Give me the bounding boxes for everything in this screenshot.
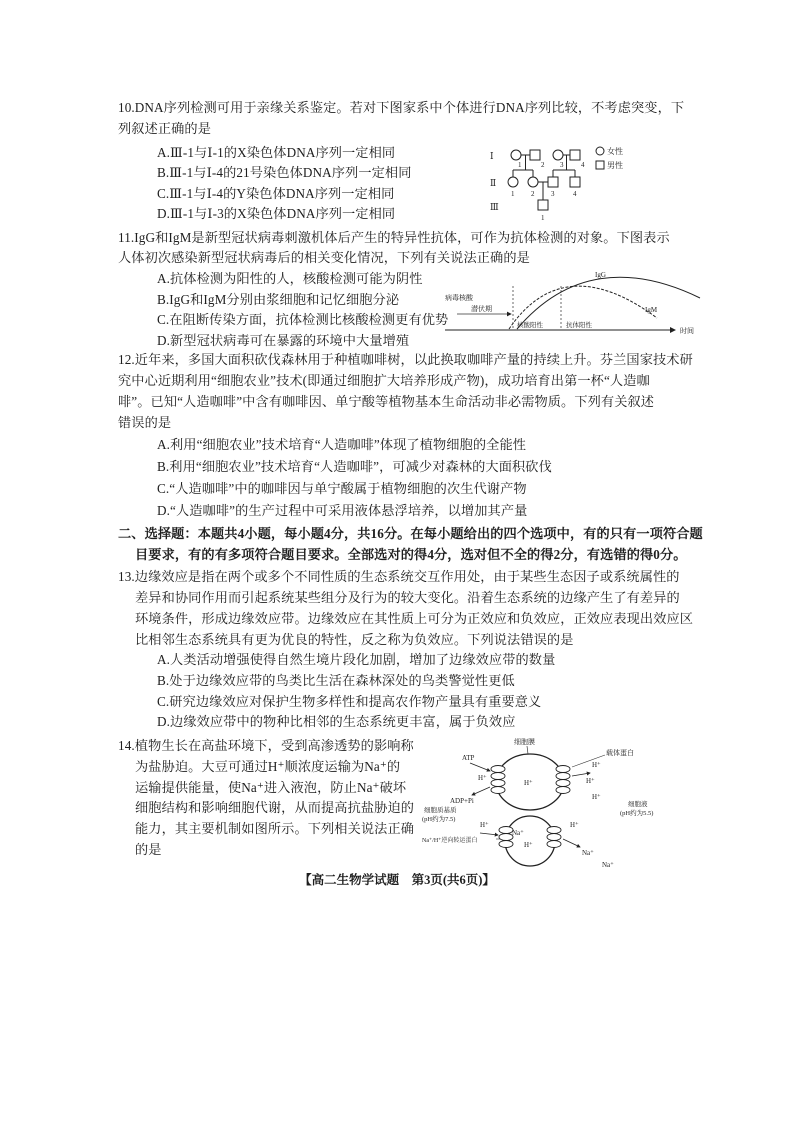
legend-male-symbol <box>596 161 604 169</box>
pedigree-ii4-male <box>570 177 580 187</box>
proton-label: H⁺ <box>592 761 601 769</box>
antiporter-label: Na⁺/H⁺逆向转运蛋白 <box>422 838 478 844</box>
q13-stem-line-2: 差异和协同作用而引起系统某些组分及行为的较大变化。沿着生态系统的边缘产生了有差异的 <box>135 590 680 605</box>
q10-option-c: C.Ⅲ-1与Ⅰ-4的Y染色体DNA序列一定相同 <box>157 186 395 201</box>
proton-label: H⁺ <box>480 821 489 829</box>
gen2-number-2: 2 <box>531 190 535 198</box>
proton-label: H⁺ <box>570 821 579 829</box>
pedigree-ii1-female <box>508 177 518 187</box>
q10-stem-line-2: 列叙述正确的是 <box>118 121 212 136</box>
cell-sap-label: 细胞液 <box>628 801 648 808</box>
pedigree-iii1-male <box>538 200 548 210</box>
gen2-number-1: 1 <box>511 190 515 198</box>
legend-female-label: 女性 <box>607 147 623 156</box>
pedigree-chart <box>488 140 648 225</box>
gen1-number-3: 3 <box>560 161 564 169</box>
q10-option-d: D.Ⅲ-1与Ⅰ-3的X染色体DNA序列一定相同 <box>157 206 396 221</box>
adp-arrow <box>472 787 490 795</box>
carrier-protein-right <box>556 766 570 794</box>
proton-out-arrow <box>572 773 590 776</box>
gen2-number-4: 4 <box>573 190 577 198</box>
nucleic-positive-label: 核酸阳性 <box>517 322 543 329</box>
pedigree-i4-male <box>570 150 580 160</box>
generation-label-1: Ⅰ <box>490 151 494 161</box>
q11-stem-line-1: 11.IgG和IgM是新型冠状病毒刺激机体后产生的特异性抗体，可作为抗体检测的对象。下图表示 <box>118 230 670 245</box>
proton-pump-left <box>491 766 505 794</box>
q11-option-d: D.新型冠状病毒可在暴露的环境中大量增殖 <box>157 333 410 348</box>
cell-membrane-pointer <box>527 746 528 754</box>
q10-option-a: A.Ⅲ-1与Ⅰ-1的X染色体DNA序列一定相同 <box>157 145 396 160</box>
sodium-label: Na⁺ <box>602 861 614 869</box>
igm-label: IgM <box>645 306 658 314</box>
q13-option-a: A.人类活动增强使得自然生境片段化加剧，增加了边缘效应带的数量 <box>157 652 556 667</box>
q14-stem-line-2: 为盐胁迫。大豆可通过H⁺顺浓度运输为Na⁺的 <box>135 759 401 774</box>
antiporter-right <box>547 827 561 848</box>
proton-label: H⁺ <box>524 779 533 787</box>
atp-arrow <box>470 763 490 771</box>
page-footer: 【高二生物学试题 第3页(共6页)】 <box>299 873 495 887</box>
nucleic-acid-label: 病毒核酸 <box>445 294 473 302</box>
q12-option-d: D.“人造咖啡”的生产过程中可采用液体悬浮培养，以增加其产量 <box>157 503 528 518</box>
q12-option-a: A.利用“细胞农业”技术培育“人造咖啡”体现了植物细胞的全能性 <box>157 437 527 452</box>
q10-option-b: B.Ⅲ-1与Ⅰ-4的21号染色体DNA序列一定相同 <box>157 165 412 180</box>
q12-stem-line-2: 究中心近期利用“细胞农业”技术(即通过细胞扩大培养形成产物)，成功培育出第一杯“人造咖 <box>118 373 650 388</box>
igg-label: IgG <box>595 271 606 279</box>
q12-option-b: B.利用“细胞农业”技术培育“人造咖啡”，可减少对森林的大面积砍伐 <box>157 459 552 474</box>
q11-option-b: B.IgG和IgM分别由浆细胞和记忆细胞分泌 <box>157 292 400 307</box>
gen1-number-2: 2 <box>541 161 545 169</box>
q14-stem-line-1: 14.植物生长在高盐环境下，受到高渗透势的影响称 <box>118 738 414 753</box>
proton-label: H⁺ <box>592 793 601 801</box>
q13-stem-line-4: 比相邻生态系统具有更为优良的特性，反之称为负效应。下列说法错误的是 <box>135 632 574 647</box>
q11-stem-line-2: 人体初次感染新型冠状病毒后的相关变化情况，下列有关说法正确的是 <box>118 250 530 265</box>
q12-stem-line-1: 12.近年来，多国大面积砍伐森林用于种植咖啡树，以此换取咖啡产量的持续上升。芬兰国家技术研 <box>118 352 693 367</box>
pedigree-i1-female <box>511 150 521 160</box>
q12-option-c: C.“人造咖啡”中的咖啡因与单宁酸属于植物细胞的次生代谢产物 <box>157 481 527 496</box>
q11-option-a: A.抗体检测为阳性的人，核酸检测可能为阴性 <box>157 271 423 286</box>
generation-label-2: Ⅱ <box>490 178 497 188</box>
antibody-graph <box>445 268 703 340</box>
cell-membrane-label: 细胞膜 <box>514 738 535 746</box>
generation-label-3: Ⅲ <box>490 202 499 212</box>
atp-label: ATP <box>462 754 475 762</box>
sodium-arrow <box>563 839 580 847</box>
q14-stem-line-5: 能力，其主要机制如图所示。下列相关说法正确 <box>135 821 415 836</box>
cytoplasm-label: 细胞质基质 <box>424 807 457 814</box>
pedigree-ii3-male <box>548 177 558 187</box>
gen2-number-3: 3 <box>551 190 555 198</box>
q14-stem-line-4: 细胞结构和影响细胞代谢，从而提高抗盐胁迫的 <box>135 800 415 815</box>
salt-stress-mechanism-figure <box>420 735 670 870</box>
gen1-number-1: 1 <box>518 161 522 169</box>
q12-stem-line-3: 啡”。已知“人造咖啡”中含有咖啡因、单宁酸等植物基本生命活动非必需物质。下列有关叙述 <box>118 394 655 409</box>
proton-in-arrow <box>480 833 498 835</box>
pedigree-i2-male <box>530 150 540 160</box>
q10-stem-line-1: 10.DNA序列检测可用于亲缘关系鉴定。若对下图家系中个体进行DNA序列比较，不考虑突变，下 <box>118 100 685 115</box>
antiporter-left <box>499 827 513 848</box>
sodium-label: Na⁺ <box>512 829 524 837</box>
section2-instructions-line-2: 目要求，有的有多项符合题目要求。全部选对的得4分，选对但不全的得2分，有选错的得0分。 <box>135 547 687 562</box>
legend-male-label: 男性 <box>607 161 623 170</box>
time-label: 时间 <box>680 327 694 335</box>
sodium-label: Na⁺ <box>582 849 594 857</box>
pedigree-ii2-female <box>528 177 538 187</box>
q13-option-b: B.处于边缘效应带的鸟类比生活在森林深处的鸟类警觉性更低 <box>157 673 515 688</box>
cell-sap-ph-label: (pH约为5.5) <box>620 810 654 817</box>
q13-option-c: C.研究边缘效应对保护生物多样性和提高农作物产量具有重要意义 <box>157 694 542 709</box>
q13-stem-line-1: 13.边缘效应是指在两个或多个不同性质的生态系统交互作用处，由于某些生态因子或系统属性的 <box>118 569 680 584</box>
igg-curve <box>517 277 700 329</box>
q11-option-c: C.在阻断传染方面，抗体检测比核酸检测更有优势 <box>157 312 449 327</box>
proton-label: H⁺ <box>478 774 487 782</box>
gen3-number-1: 1 <box>541 214 545 222</box>
q12-stem-line-4: 错误的是 <box>118 415 172 430</box>
q14-stem-line-6: 的是 <box>135 842 162 857</box>
legend-female-symbol <box>596 147 604 155</box>
carrier-protein-label: 载体蛋白 <box>606 749 634 757</box>
gen1-number-4: 4 <box>581 161 585 169</box>
adp-label: ADP+Pi <box>450 797 474 805</box>
q13-stem-line-3: 环境条件，形成边缘效应带。边缘效应在其性质上可分为正效应和负效应，正效应表现出效应区 <box>135 611 694 626</box>
latent-period-label: 潜伏期 <box>471 305 492 313</box>
proton-label: H⁺ <box>586 777 595 785</box>
q14-stem-line-3: 运输提供能量，使Na⁺进入液泡，防止Na⁺破坏 <box>135 780 407 795</box>
cytoplasm-ph-label: (pH约为7.5) <box>422 816 456 823</box>
q13-option-d: D.边缘效应带中的物种比相邻的生态系统更丰富，属于负效应 <box>157 714 516 729</box>
antibody-positive-label: 抗体阳性 <box>566 322 592 329</box>
pedigree-i3-female <box>553 150 563 160</box>
proton-label: H⁺ <box>524 841 533 849</box>
section2-instructions-line-1: 二、选择题：本题共4小题，每小题4分，共16分。在每小题给出的四个选项中，有的只有一项符合题 <box>118 526 703 541</box>
